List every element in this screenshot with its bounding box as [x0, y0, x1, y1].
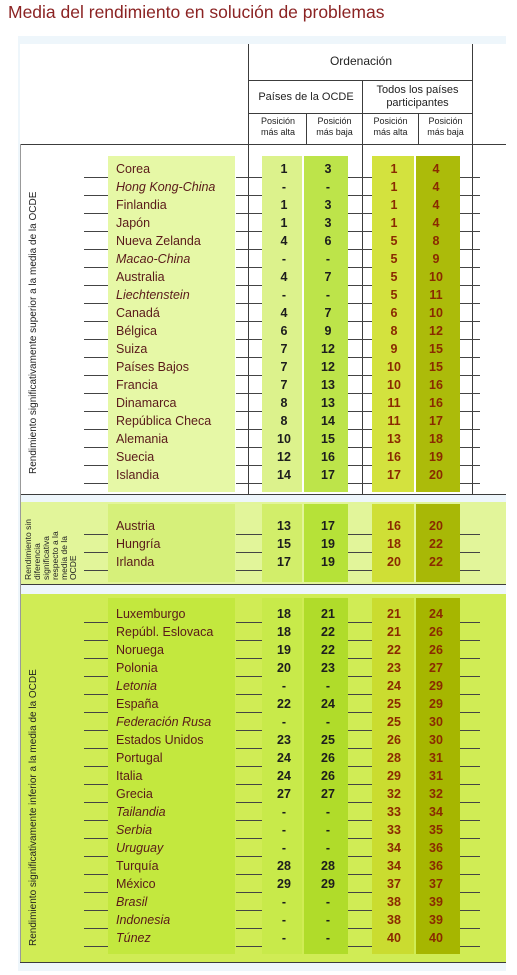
section-rule: [20, 584, 506, 585]
row-guide-line: [460, 483, 480, 484]
country-name: España: [116, 697, 159, 711]
ocde-lowest-rank: 25: [321, 733, 335, 747]
table-row: [0, 695, 517, 713]
all-lowest-rank: 36: [429, 859, 443, 873]
row-guide-line: [460, 570, 480, 571]
ocde-highest-rank: 1: [280, 198, 288, 212]
all-highest-rank: 6: [390, 306, 398, 320]
all-lowest-rank: 4: [432, 216, 440, 230]
table-row: [0, 731, 517, 749]
header-rule: [20, 144, 506, 145]
all-lowest-rank: 30: [429, 715, 443, 729]
ocde-highest-rank: -: [281, 895, 287, 909]
all-highest-rank: 1: [390, 216, 398, 230]
ocde-highest-rank: 1: [280, 216, 288, 230]
table-row: [0, 517, 517, 535]
table-row: [0, 178, 517, 196]
all-highest-rank: 38: [387, 895, 401, 909]
ocde-lowest-rank: 9: [324, 324, 332, 338]
all-highest-rank: 11: [387, 396, 401, 410]
header-ocde-baja-1: Posición: [317, 116, 352, 126]
all-lowest-rank: 26: [429, 625, 443, 639]
all-lowest-rank: 4: [432, 198, 440, 212]
country-name: Turquía: [116, 859, 159, 873]
ocde-highest-rank: 8: [280, 396, 288, 410]
table-row: [0, 232, 517, 250]
ocde-lowest-rank: -: [325, 679, 331, 693]
page-title: Media del rendimiento en solución de problemas: [8, 2, 385, 22]
country-name: Nueva Zelanda: [116, 234, 201, 248]
row-guide-line: [460, 946, 480, 947]
ocde-highest-rank: 7: [280, 342, 288, 356]
all-highest-rank: 34: [387, 859, 401, 873]
all-lowest-rank: 22: [429, 555, 443, 569]
section-rule: [20, 494, 506, 495]
ocde-highest-rank: 7: [280, 360, 288, 374]
table-row: [0, 214, 517, 232]
ocde-highest-rank: 10: [277, 432, 291, 446]
all-lowest-rank: 18: [429, 432, 443, 446]
table-row: [0, 160, 517, 178]
country-name: Islandia: [116, 468, 160, 482]
row-guide-line: [84, 483, 108, 484]
country-name: Tailandia: [116, 805, 166, 819]
group-label-inferior: Rendimiento significativamente inferior a la media de la OCDE: [28, 669, 39, 946]
ocde-highest-rank: -: [281, 823, 287, 837]
country-name: Macao-China: [116, 252, 191, 266]
group-label-line: Rendimiento sin: [23, 519, 33, 580]
ocde-lowest-rank: -: [325, 913, 331, 927]
row-guide-line: [236, 570, 262, 571]
all-highest-rank: 33: [387, 805, 401, 819]
all-lowest-rank: 19: [429, 450, 443, 464]
all-lowest-rank: 12: [429, 324, 443, 338]
table-row: [0, 785, 517, 803]
table-row: [0, 196, 517, 214]
row-guide-line: [84, 946, 108, 947]
all-highest-rank: 21: [387, 607, 401, 621]
ocde-lowest-rank: 23: [321, 661, 335, 675]
all-highest-rank: 23: [387, 661, 401, 675]
all-lowest-rank: 27: [429, 661, 443, 675]
country-name: Suiza: [116, 342, 148, 356]
ocde-highest-rank: 17: [277, 555, 291, 569]
ocde-lowest-rank: -: [325, 841, 331, 855]
ocde-highest-rank: 22: [277, 697, 291, 711]
ocde-lowest-rank: 15: [321, 432, 335, 446]
group-label-superior: Rendimiento significativamente superior a la media de la OCDE: [28, 191, 39, 474]
country-name: Suecia: [116, 450, 155, 464]
ocde-highest-rank: 24: [277, 769, 291, 783]
ocde-highest-rank: -: [281, 913, 287, 927]
ocde-lowest-rank: -: [325, 823, 331, 837]
header-todos-2: participantes: [386, 97, 449, 109]
all-lowest-rank: 20: [429, 468, 443, 482]
ocde-lowest-rank: 12: [321, 360, 335, 374]
header-all-alta-2: más alta: [373, 127, 408, 137]
all-lowest-rank: 32: [429, 787, 443, 801]
table-row: [0, 358, 517, 376]
all-highest-rank: 26: [387, 733, 401, 747]
country-name: Austria: [116, 519, 155, 533]
country-name: México: [116, 877, 156, 891]
all-lowest-rank: 15: [429, 360, 443, 374]
table-row: [0, 803, 517, 821]
table-row: [0, 839, 517, 857]
ocde-highest-rank: -: [281, 288, 287, 302]
country-name: Portugal: [116, 751, 163, 765]
ocde-highest-rank: 18: [277, 625, 291, 639]
ocde-lowest-rank: 7: [324, 270, 332, 284]
header-ordenacion: Ordenación: [329, 54, 393, 68]
country-name: Australia: [116, 270, 165, 284]
ocde-highest-rank: 19: [277, 643, 291, 657]
all-lowest-rank: 10: [429, 270, 443, 284]
ocde-lowest-rank: 22: [321, 625, 335, 639]
all-highest-rank: 16: [387, 519, 401, 533]
all-lowest-rank: 34: [429, 805, 443, 819]
ocde-lowest-rank: -: [325, 715, 331, 729]
all-highest-rank: 20: [387, 555, 401, 569]
ocde-lowest-rank: 26: [321, 751, 335, 765]
ocde-highest-rank: 28: [277, 859, 291, 873]
all-lowest-rank: 40: [429, 931, 443, 945]
all-lowest-rank: 39: [429, 913, 443, 927]
ocde-highest-rank: -: [281, 841, 287, 855]
all-lowest-rank: 16: [429, 378, 443, 392]
all-highest-rank: 17: [387, 468, 401, 482]
all-highest-rank: 5: [390, 288, 398, 302]
header-ocde-alta-1: Posición: [260, 116, 296, 126]
header-rule: [248, 80, 472, 81]
ocde-highest-rank: 29: [277, 877, 291, 891]
all-lowest-rank: 35: [429, 823, 443, 837]
section-rule: [20, 962, 506, 963]
ocde-lowest-rank: 3: [324, 162, 332, 176]
ocde-lowest-rank: 17: [321, 468, 335, 482]
all-highest-rank: 38: [387, 913, 401, 927]
group-label-line: OCDE: [68, 555, 78, 580]
all-highest-rank: 29: [387, 769, 401, 783]
all-lowest-rank: 31: [429, 769, 443, 783]
all-highest-rank: 5: [390, 252, 398, 266]
group-label-line: significativa: [41, 536, 51, 580]
ocde-lowest-rank: 3: [324, 198, 332, 212]
table-row: [0, 340, 517, 358]
country-name: Italia: [116, 769, 143, 783]
group-label-line: respecto a la: [50, 531, 60, 580]
all-highest-rank: 10: [387, 378, 401, 392]
all-highest-rank: 25: [387, 697, 401, 711]
all-highest-rank: 10: [387, 360, 401, 374]
ocde-lowest-rank: -: [325, 288, 331, 302]
ocde-lowest-rank: 21: [321, 607, 335, 621]
header-todos-1: Todos los países: [376, 84, 459, 96]
row-guide-line: [236, 483, 262, 484]
country-name: Uruguay: [116, 841, 164, 855]
header-all-baja-1: Posición: [428, 116, 463, 126]
ocde-lowest-rank: 29: [321, 877, 335, 891]
ocde-highest-rank: 23: [277, 733, 291, 747]
table-row: [0, 286, 517, 304]
ocde-lowest-rank: -: [325, 895, 331, 909]
table-row: [0, 929, 517, 947]
table-row: [0, 553, 517, 571]
all-lowest-rank: 26: [429, 643, 443, 657]
ocde-lowest-rank: 13: [321, 378, 335, 392]
ocde-highest-rank: -: [281, 931, 287, 945]
group-label-line: diferencia: [32, 543, 42, 580]
ocde-highest-rank: -: [281, 180, 287, 194]
all-highest-rank: 28: [387, 751, 401, 765]
table-row: [0, 605, 517, 623]
country-name: Hong Kong-China: [116, 180, 216, 194]
all-lowest-rank: 11: [429, 288, 443, 302]
country-name: República Checa: [116, 414, 212, 428]
country-name: Indonesia: [116, 913, 171, 927]
table-row: [0, 659, 517, 677]
ocde-highest-rank: -: [281, 252, 287, 266]
ocde-highest-rank: 27: [277, 787, 291, 801]
ocde-highest-rank: -: [281, 679, 287, 693]
all-highest-rank: 32: [387, 787, 401, 801]
all-highest-rank: 34: [387, 841, 401, 855]
ocde-lowest-rank: 13: [321, 396, 335, 410]
table-row: [0, 448, 517, 466]
all-lowest-rank: 31: [429, 751, 443, 765]
all-highest-rank: 16: [387, 450, 401, 464]
country-name: Federación Rusa: [116, 715, 212, 729]
ocde-highest-rank: 4: [280, 306, 288, 320]
all-lowest-rank: 24: [429, 607, 443, 621]
ocde-highest-rank: 18: [277, 607, 291, 621]
table-row: [0, 322, 517, 340]
country-name: Túnez: [116, 931, 151, 945]
ocde-lowest-rank: -: [325, 931, 331, 945]
all-highest-rank: 1: [390, 162, 398, 176]
ocde-highest-rank: 14: [277, 468, 291, 482]
country-name: Países Bajos: [116, 360, 189, 374]
table-row: [0, 430, 517, 448]
all-lowest-rank: 16: [429, 396, 443, 410]
table-row: [0, 412, 517, 430]
ocde-highest-rank: 8: [280, 414, 288, 428]
all-lowest-rank: 29: [429, 697, 443, 711]
country-name: Serbia: [116, 823, 153, 837]
all-highest-rank: 25: [387, 715, 401, 729]
all-lowest-rank: 10: [429, 306, 443, 320]
ocde-lowest-rank: 7: [324, 306, 332, 320]
country-name: Francia: [116, 378, 158, 392]
all-highest-rank: 37: [387, 877, 401, 891]
country-name: Polonia: [116, 661, 158, 675]
header-paises-ocde: Países de la OCDE: [258, 91, 354, 103]
all-highest-rank: 5: [390, 270, 398, 284]
all-lowest-rank: 8: [432, 234, 440, 248]
all-highest-rank: 18: [387, 537, 401, 551]
table-row: [0, 749, 517, 767]
ocde-lowest-rank: 12: [321, 342, 335, 356]
ocde-highest-rank: -: [281, 715, 287, 729]
country-name: Finlandia: [116, 198, 167, 212]
table-row: [0, 713, 517, 731]
row-guide-line: [236, 946, 262, 947]
all-highest-rank: 21: [387, 625, 401, 639]
country-name: Liechtenstein: [116, 288, 190, 302]
ocde-lowest-rank: 27: [321, 787, 335, 801]
header-ocde-baja-2: más baja: [316, 127, 353, 137]
ocde-highest-rank: 13: [277, 519, 291, 533]
all-lowest-rank: 36: [429, 841, 443, 855]
table-row: [0, 304, 517, 322]
table-row: [0, 466, 517, 484]
ocde-lowest-rank: 16: [321, 450, 335, 464]
all-lowest-rank: 17: [429, 414, 443, 428]
ocde-lowest-rank: 24: [321, 697, 335, 711]
country-name: Canadá: [116, 306, 160, 320]
all-highest-rank: 33: [387, 823, 401, 837]
table-row: [0, 821, 517, 839]
table-row: [0, 376, 517, 394]
country-name: Dinamarca: [116, 396, 177, 410]
ocde-lowest-rank: 6: [324, 234, 332, 248]
country-name: Irlanda: [116, 555, 155, 569]
country-name: Luxemburgo: [116, 607, 186, 621]
table-row: [0, 893, 517, 911]
country-name: Hungría: [116, 537, 161, 551]
all-lowest-rank: 22: [429, 537, 443, 551]
all-lowest-rank: 29: [429, 679, 443, 693]
all-highest-rank: 5: [390, 234, 398, 248]
table-row: [0, 394, 517, 412]
country-name: Estados Unidos: [116, 733, 204, 747]
country-name: Letonia: [116, 679, 158, 693]
table-row: [0, 623, 517, 641]
table-row: [0, 535, 517, 553]
table-row: [0, 911, 517, 929]
all-highest-rank: 8: [390, 324, 398, 338]
all-highest-rank: 40: [387, 931, 401, 945]
all-highest-rank: 22: [387, 643, 401, 657]
all-highest-rank: 1: [390, 198, 398, 212]
country-name: Alemania: [116, 432, 169, 446]
ocde-highest-rank: 12: [277, 450, 291, 464]
all-lowest-rank: 39: [429, 895, 443, 909]
ocde-lowest-rank: 28: [321, 859, 335, 873]
ocde-lowest-rank: -: [325, 252, 331, 266]
all-lowest-rank: 4: [432, 162, 440, 176]
table-row: [0, 857, 517, 875]
header-all-alta-1: Posición: [373, 116, 408, 126]
ocde-highest-rank: 4: [280, 234, 288, 248]
group-label-line: media de la: [59, 536, 69, 580]
country-name: Brasil: [116, 895, 148, 909]
table-row: [0, 875, 517, 893]
all-lowest-rank: 37: [429, 877, 443, 891]
ocde-lowest-rank: -: [325, 180, 331, 194]
table-row: [0, 250, 517, 268]
country-name: Corea: [116, 162, 151, 176]
ocde-lowest-rank: 17: [321, 519, 335, 533]
ocde-lowest-rank: 19: [321, 537, 335, 551]
all-highest-rank: 13: [387, 432, 401, 446]
all-highest-rank: 1: [390, 180, 398, 194]
all-lowest-rank: 20: [429, 519, 443, 533]
table-row: [0, 767, 517, 785]
table-row: [0, 641, 517, 659]
all-highest-rank: 11: [387, 414, 401, 428]
country-name: Grecia: [116, 787, 153, 801]
ocde-lowest-rank: 26: [321, 769, 335, 783]
all-highest-rank: 9: [390, 342, 398, 356]
ocde-highest-rank: 15: [277, 537, 291, 551]
header-all-baja-2: más baja: [427, 127, 464, 137]
country-name: Noruega: [116, 643, 164, 657]
ocde-lowest-rank: 3: [324, 216, 332, 230]
ocde-highest-rank: 1: [280, 162, 288, 176]
table-row: [0, 268, 517, 286]
ocde-highest-rank: 24: [277, 751, 291, 765]
ocde-highest-rank: 20: [277, 661, 291, 675]
ocde-highest-rank: 6: [280, 324, 288, 338]
country-name: Japón: [116, 216, 151, 230]
header-rule: [248, 113, 472, 114]
ocde-lowest-rank: -: [325, 805, 331, 819]
row-guide-line: [348, 946, 372, 947]
row-guide-line: [84, 570, 108, 571]
all-highest-rank: 24: [387, 679, 401, 693]
ocde-highest-rank: -: [281, 805, 287, 819]
country-name: Repúbl. Eslovaca: [116, 625, 214, 639]
row-guide-line: [348, 483, 372, 484]
country-name: Bélgica: [116, 324, 157, 338]
ocde-highest-rank: 4: [280, 270, 288, 284]
all-lowest-rank: 4: [432, 180, 440, 194]
row-guide-line: [348, 570, 372, 571]
ocde-lowest-rank: 22: [321, 643, 335, 657]
all-lowest-rank: 9: [432, 252, 440, 266]
ocde-lowest-rank: 14: [321, 414, 335, 428]
all-lowest-rank: 30: [429, 733, 443, 747]
ocde-highest-rank: 7: [280, 378, 288, 392]
ocde-lowest-rank: 19: [321, 555, 335, 569]
header-ocde-alta-2: más alta: [260, 127, 295, 137]
all-lowest-rank: 15: [429, 342, 443, 356]
table-row: [0, 677, 517, 695]
